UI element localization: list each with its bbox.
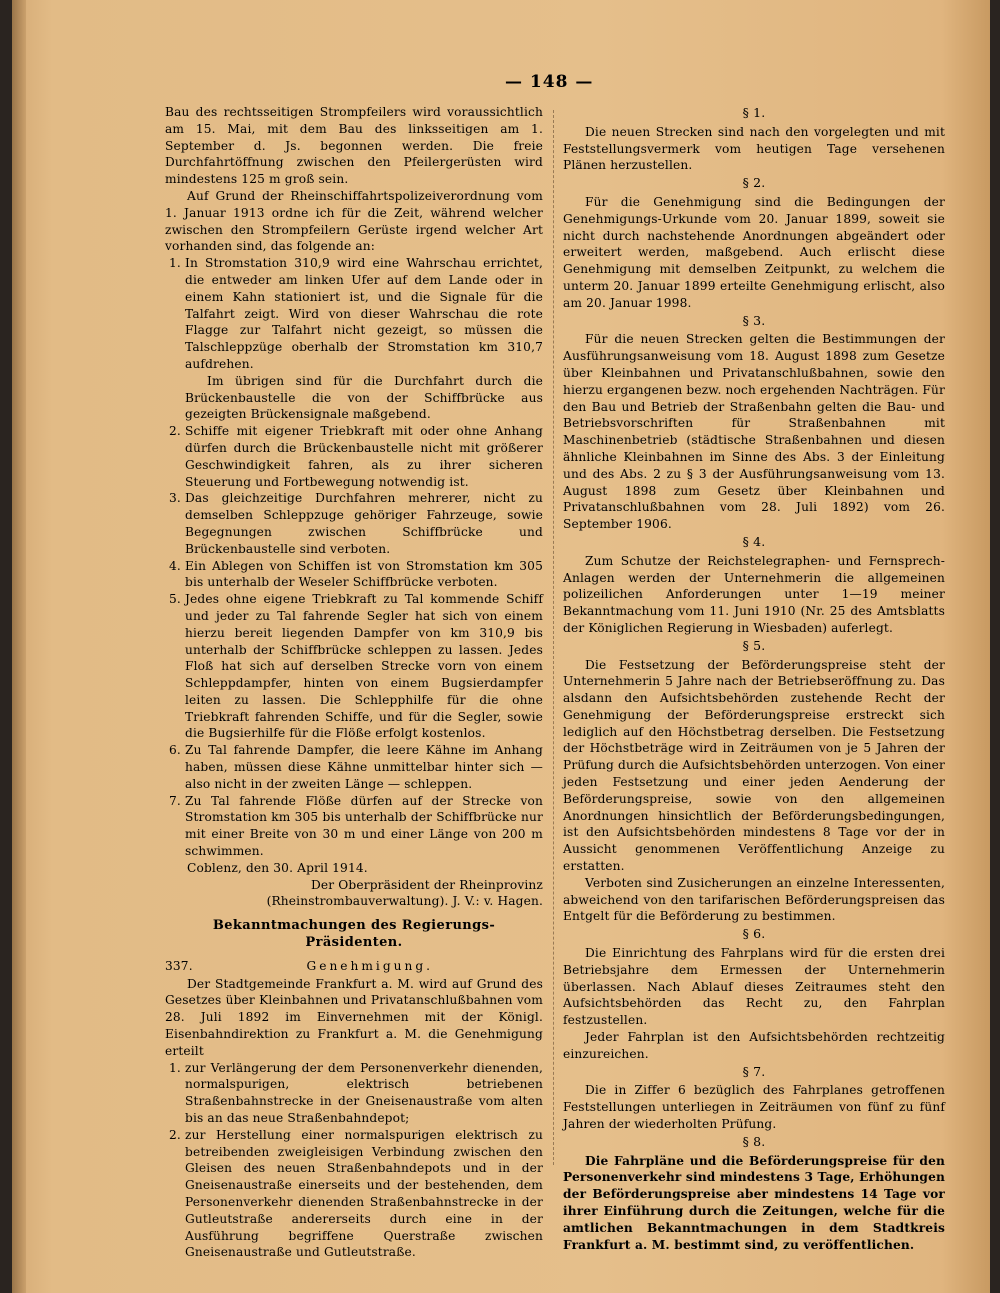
paragraph-text: Die in Ziffer 6 bezüglich des Fahrplanes getroffenen Feststellungen unterliegen in Zeiträumen von fünf zu fünf Jahren der wiederholten Prüfung. [563, 1083, 945, 1132]
list-item-text: In Stromstation 310,9 wird eine Wahrschau errichtet, die entweder am linken Ufer auf dem Lande oder in einem Kahn stationiert ist, und die Signale für die Talfahrt zeigt. Wird von dieser Wahrschau die rote Flagge zur Talfahrt nicht gezeigt, so müssen die Talschleppzüge oberhalb der Stromstation km 310,7 aufdrehen. [185, 256, 543, 371]
ordinance-list [165, 255, 543, 860]
list-item [165, 558, 543, 592]
paragraph-text: Die neuen Strecken sind nach den vorgelegten und mit Feststellungsvermerk vom heutigen Tage versehenen Plänen herzustellen. [563, 124, 945, 173]
list-item-text: Schiffe mit eigener Triebkraft mit oder ohne Anhang dürfen durch die Brückenbaustelle nicht mit größerer Geschwindigkeit fahren, als zu ihrer sicheren Steuerung und Fortbewegung notwendig ist. [185, 424, 543, 489]
paragraph-extra-text: Jeder Fahrplan ist den Aufsichtsbehörden rechtzeitig einzureichen. [563, 1030, 945, 1061]
paragraph-text: Die Einrichtung des Fahrplans wird für die ersten drei Betriebsjahre dem Ermessen der Unternehmerin überlassen. Nach Ablauf dieses Zeitraumes steht den Aufsichtsbehörden das Recht zu, den Fahrplan festzustellen. [563, 946, 945, 1028]
list-item-number: 1. [169, 1060, 181, 1075]
paragraph-heading: § 3. [742, 312, 766, 328]
paragraph-text: Die Fahrpläne und die Beförderungspreise für den Personenverkehr sind mindestens 3 Tage, Erhöhungen der Beförderungspreise aber mindestens 14 Tage vor ihrer Einführung durch die Zeitungen, welche für die amtlichen Bekanntmachungen in dem Stadtkreis Frankfurt a. M. bestimmt sind, zu veröffentlichen. [563, 1153, 945, 1252]
list-item-number: 2. [169, 1127, 181, 1142]
list-item [165, 1060, 543, 1127]
entry-paragraph: Der Stadtgemeinde Frankfurt a. M. wird auf Grund des Gesetzes über Kleinbahnen und Privatanschlußbahnen vom 28. Juli 1892 im Einvernehmen mit der Königl. Eisenbahndirektion zu Frankfurt a. M. die Genehmigung erteilt [165, 976, 543, 1058]
list-item-number: 1. [169, 256, 181, 271]
signature-signer: (Rheinstrombauverwaltung). J. V.: v. Hagen. [266, 894, 543, 909]
signature-place-date: Coblenz, den 30. April 1914. [187, 860, 368, 875]
paragraph-heading: § 4. [742, 533, 766, 549]
list-item-number: 5. [169, 592, 181, 607]
page-number: — 148 — [505, 72, 594, 92]
column-divider [553, 110, 554, 1165]
entry-number: 337. [165, 958, 193, 973]
paragraph-heading: § 1. [742, 105, 766, 120]
list-item-number: 2. [169, 424, 181, 439]
intro-paragraph: Bau des rechtsseitigen Strompfeilers wird voraussichtlich am 15. Mai, mit dem Bau des linksseitigen am 1. September d. Js. begonnen werden. Die freie Durchfahrtöffnung zwischen den Pfeilergerüsten wird mindestens 125 m groß sein. [165, 105, 543, 187]
paragraph-extra-text: Verboten sind Zusicherungen an einzelne Interessenten, abweichend von den tarifarischen Beförderungspreisen das Entgelt für die Beförderung zu bestimmen. [563, 875, 945, 924]
list-item [165, 793, 543, 860]
ordinance-paragraph: Auf Grund der Rheinschiffahrtspolizeiverordnung vom 1. Januar 1913 ordne ich für die Zeit, während welcher zwischen den Strompfeilern Gerüste irgend welcher Art vorhanden sind, das folgende an: [165, 188, 543, 254]
section-heading: Bekanntmachungen des Regierungs-Präsidenten. [212, 918, 496, 951]
list-item-subtext: Im übrigen sind für die Durchfahrt durch die Brückenbaustelle die von der Schiffbrücke aus gezeigten Brückensignale maßgebend. [185, 373, 543, 422]
list-item [165, 1127, 543, 1261]
paragraph-text: Die Festsetzung der Beförderungspreise steht der Unternehmerin 5 Jahre nach der Betriebseröffnung zu. Das alsdann den Aufsichtsbehörden zustehende Recht der Genehmigung der Beförderungspreise erstreckt sich lediglich auf den Höchstbetrag derselben. Die Festsetzung der Höchstbeträge wird in Zeiträumen von je 5 Jahren der Prüfung durch die Aufsichtsbehörden unterzogen. Von einer jeden Festsetzung und einer jeden Aenderung der Beförderungspreise, sowie von den allgemeinen Anordnungen hinsichtlich der Beförderungsbedingungen, ist den Aufsichtsbehörden mindestens 8 Tage vor der in Aussicht genommenen Veröffentlichung Anzeige zu erstatten. [563, 657, 945, 874]
paragraph-heading: § 2. [742, 175, 766, 191]
list-item-number: 3. [169, 491, 181, 506]
page-binding-edge [12, 0, 26, 1293]
paragraph-heading: § 8. [742, 1133, 766, 1149]
list-item-number: 7. [169, 793, 181, 808]
right-column [563, 104, 945, 1253]
grant-list [165, 1060, 543, 1262]
list-item-text: Zu Tal fahrende Flöße dürfen auf der Strecke von Stromstation km 305 bis unterhalb der Schiffbrücke nur mit einer Breite von 30 m und einer Länge von 200 m schwimmen. [185, 793, 543, 859]
entry-title: Genehmigung. [306, 958, 433, 973]
signature-authority: Der Oberpräsident der Rheinprovinz [310, 877, 543, 892]
list-item-text: zur Verlängerung der dem Personenverkehr dienenden, normalspurigen, elektrisch betriebenen Straßenbahnstrecke in der Gneisenaustraße vom alten bis an das neue Straßenbahndepot; [185, 1060, 543, 1126]
paragraph-text: Zum Schutze der Reichstelegraphen- und Fernsprech-Anlagen werden der Unternehmerin die allgemeinen polizeilichen Anforderungen unter 1—19 meiner Bekanntmachung vom 11. Juni 1910 (Nr. 25 des Amtsblatts der Königlichen Regierung in Wiesbaden) auferlegt. [563, 553, 945, 635]
paragraph-text: Für die Genehmigung sind die Bedingungen der Genehmigungs-Urkunde vom 20. Januar 1899, soweit sie nicht durch nachstehende Anordnungen abgeändert oder erweitert werden, maßgebend. Auch erlischt diese Genehmigung mit demselben Zeitpunkt, zu welchem die unterm 20. Januar 1899 erteilte Genehmigung erlischt, also am 20. Januar 1998. [563, 194, 945, 310]
list-item-text: zur Herstellung einer normalspurigen elektrisch zu betreibenden zweigleisigen Verbindung zwischen den Gleisen des neuen Straßenbahndepots und in der Gneisenaustraße einerseits und der bestehenden, dem Personenverkehr dienenden Straßenbahnstrecke in der Gutleutstraße andererseits durch eine in der Ausführung begriffene Querstraße zwischen Gneisenaustraße und Gutleutstraße. [185, 1127, 543, 1260]
list-item-text: Zu Tal fahrende Dampfer, die leere Kähne im Anhang haben, müssen diese Kähne unmittelbar hinter sich — also nicht in der zweiten Länge — schleppen. [185, 743, 543, 791]
left-column [165, 104, 543, 1261]
entry-header [165, 958, 543, 975]
list-item-text: Das gleichzeitige Durchfahren mehrerer, nicht zu demselben Schleppzuge gehöriger Fahrzeuge, sowie Begegnungen zwischen Schiffbrücke und Brückenbaustelle sind verboten. [185, 491, 543, 556]
list-item-number: 6. [169, 743, 181, 758]
list-item-number: 4. [169, 558, 181, 573]
list-item [165, 490, 543, 557]
paragraph-heading: § 6. [742, 926, 766, 942]
list-item [165, 255, 543, 423]
list-item [165, 423, 543, 490]
paragraph-heading: § 7. [742, 1063, 766, 1079]
paragraph-heading: § 5. [742, 637, 766, 653]
list-item-text: Jedes ohne eigene Triebkraft zu Tal kommende Schiff und jeder zu Tal fahrende Segler hat sich von einem hierzu bereit liegenden Dampfer von km 310,9 bis unterhalb der Schiffbrücke schleppen zu lassen. Jedes Floß hat sich auf derselben Strecke vorn von einem Schleppdampfer, hinten von einem Bugsierdampfer leiten zu lassen. Die Schlepphilfe für die ohne Triebkraft fahrenden Schiffe, und für die Segler, sowie die Bugsierhilfe für die Flöße erfolgt kostenlos. [185, 592, 543, 741]
list-item [165, 742, 543, 792]
paragraph-text: Für die neuen Strecken gelten die Bestimmungen der Ausführungsanweisung vom 18. August 1898 zum Gesetze über Kleinbahnen und Privatanschlußbahnen, sowie den hierzu ergangenen bezw. noch ergehenden Nachträgen. Für den Bau und Betrieb der Straßenbahn gelten die Bau- und Betriebsvorschriften für Straßenbahnen mit Maschinenbetrieb (städtische Straßenbahnen und diesen ähnliche Kleinbahnen im Sinne des Abs. 3 der Einleitung und des Abs. 2 zu § 3 der Ausführungsanweisung vom 13. August 1898 zum Gesetz über Kleinbahnen und Privatanschlußbahnen vom 28. Juli 1892) vom 26. September 1906. [563, 332, 945, 532]
list-item [165, 591, 543, 742]
list-item-text: Ein Ablegen von Schiffen ist von Stromstation km 305 bis unterhalb der Weseler Schiffbrücke verboten. [185, 558, 543, 590]
